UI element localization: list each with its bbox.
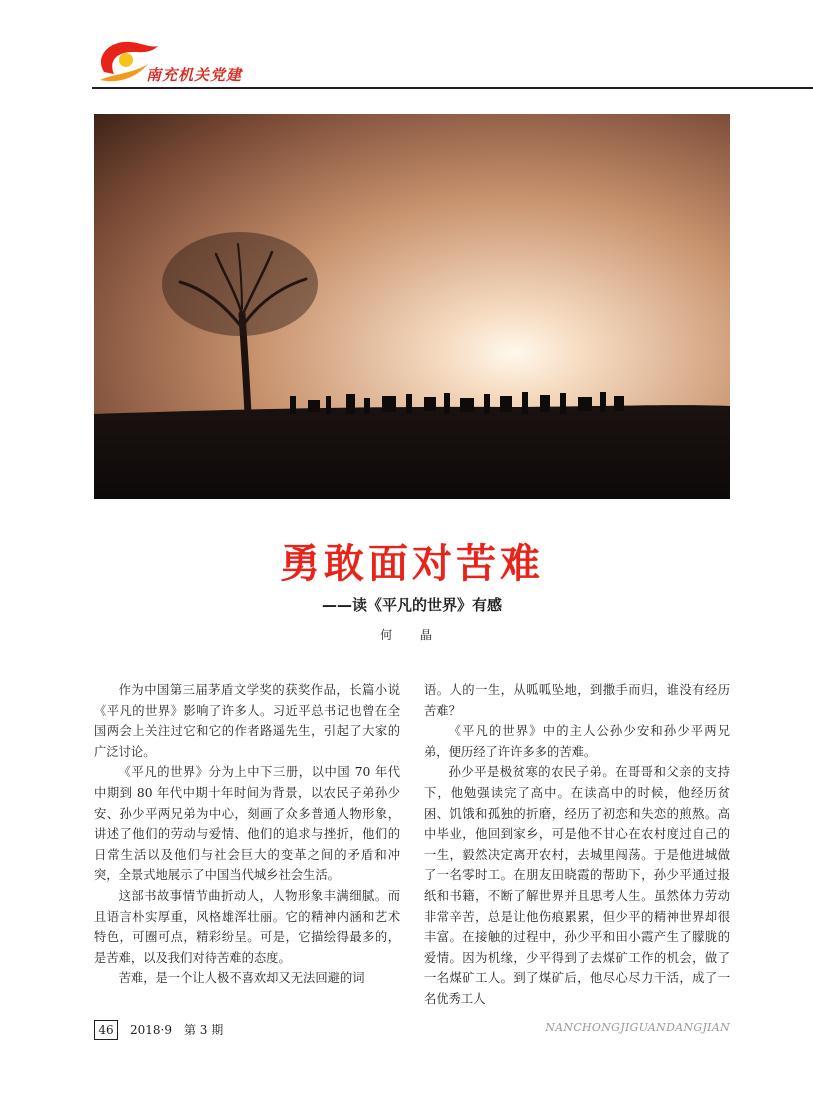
article-author: 何 晶 bbox=[380, 628, 444, 642]
paragraph: 《平凡的世界》中的主人公孙少安和孙少平两兄弟，便历经了许许多多的苦难。 bbox=[424, 724, 730, 759]
issue-info: 2018·9 第 3 期 bbox=[130, 1023, 224, 1037]
paragraph: 语。人的一生，从呱呱坠地，到撒手而归，谁没有经历苦难？ bbox=[424, 683, 730, 718]
header-rule bbox=[92, 87, 813, 89]
paragraph: 苦难，是一个让人极不喜欢却又无法回避的词 bbox=[118, 971, 365, 986]
sunset-procession-photo bbox=[94, 114, 730, 499]
page-number: 46 bbox=[94, 1020, 118, 1040]
paragraph: 《平凡的世界》分为上中下三册，以中国 70 年代中期到 80 年代中期十年时间为背景，以农民子弟孙少安、孙少平两兄弟为中心，刻画了众多普通人物形象，讲述了他们的劳动与爱情、他们的追求与挫折，他们的日常生活以及他们与社会巨大的变革之间的矛盾和冲突，全景式地展示了中国当代城乡社会生活。 bbox=[94, 765, 400, 883]
article-subtitle: ——读《平凡的世界》有感 bbox=[321, 596, 502, 614]
magazine-name-pinyin: NANCHONGJIGUANDANGJIAN bbox=[545, 1021, 730, 1034]
paragraph: 作为中国第三届茅盾文学奖的获奖作品，长篇小说《平凡的世界》影响了许多人。习近平总书记也曾在全国两会上关注过它和它的作者路遥先生，引起了大家的广泛讨论。 bbox=[94, 683, 400, 759]
paragraph: 这部书故事情节曲折动人，人物形象丰满细腻。而且语言朴实厚重，风格雄浑壮丽。它的精神内涵和艺术特色，可圈可点，精彩纷呈。可是，它描绘得最多的，是苦难，以及我们对待苦难的态度。 bbox=[94, 888, 400, 965]
body-column-right bbox=[424, 680, 730, 1010]
paragraph: 孙少平是极贫寒的农民子弟。在哥哥和父亲的支持下，他勉强读完了高中。在读高中的时候，他经历贫困、饥饿和孤独的折磨，经历了初恋和失恋的煎熬。高中毕业，他回到家乡，可是他不甘心在农村度过自己的一生，毅然决定离开农村，去城里闯荡。于是他进城做了一名零时工。在朋友田晓霞的帮助下，孙少平通过报纸和书籍，不断了解世界并且思考人生。虽然体力劳动非常辛苦，总是让他伤痕累累，但少平的精神世界却很丰富。在接触的过程中，孙少平和田小霞产生了朦胧的爱情。因为机缘，少平得到了去煤矿工作的机会，做了一名煤矿工人。到了煤矿后，他尽心尽力干活，成了一名优秀工人 bbox=[424, 765, 730, 1006]
article-title: 勇敢面对苦难 bbox=[280, 541, 544, 587]
body-column-left bbox=[94, 680, 400, 989]
magazine-name: 南充机关党建 bbox=[146, 66, 243, 84]
